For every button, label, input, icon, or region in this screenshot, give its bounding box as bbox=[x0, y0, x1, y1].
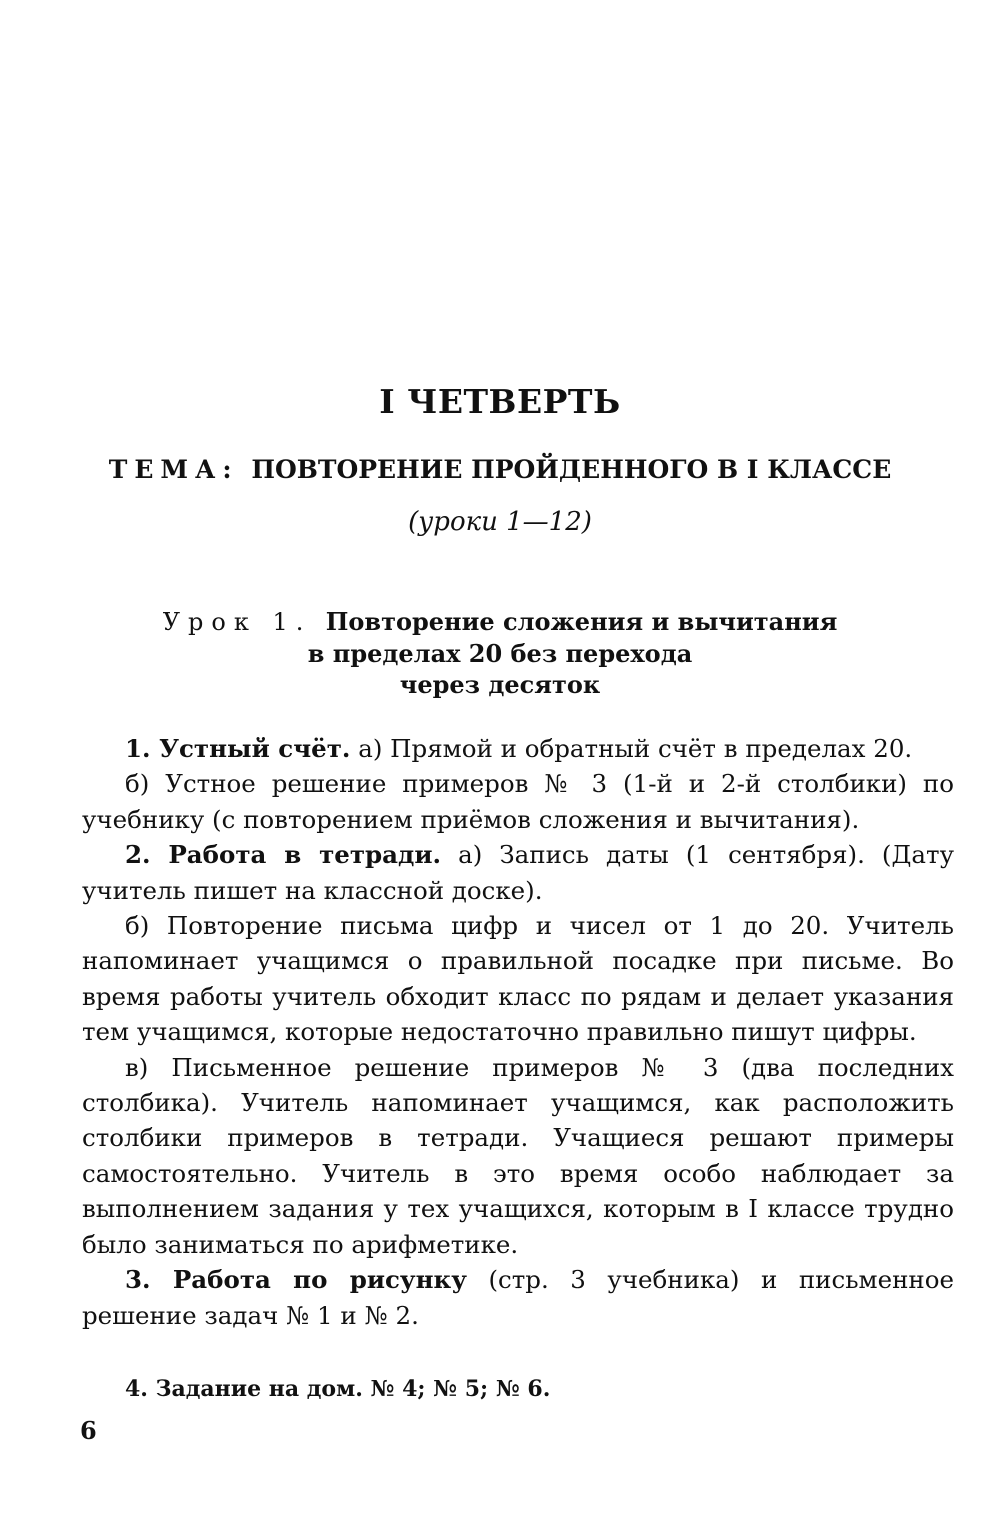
lesson-label: Урок 1. bbox=[162, 608, 312, 636]
paragraph bbox=[82, 1050, 954, 1262]
page-number: 6 bbox=[80, 1416, 97, 1445]
paragraph-heading: 2. Работа в тетради. bbox=[125, 840, 442, 870]
lesson-body bbox=[82, 731, 954, 1333]
paragraph-text: а) Прямой и обратный счёт в пределах 20. bbox=[350, 734, 913, 763]
paragraph bbox=[82, 766, 954, 837]
theme-heading bbox=[0, 455, 1000, 484]
lesson-title-line-2: в пределах 20 без перехода bbox=[307, 639, 693, 668]
paragraph-text: б) Устное решение примеров № 3 (1-й и 2-й столбики) по учебнику (с повторением приёмов сложения и вычитания). bbox=[82, 769, 954, 834]
paragraph-text: а) Запись даты (1 сентября). (Дату учитель пишет на классной доске). bbox=[82, 840, 954, 905]
paragraph-text: (стр. 3 учебника) и письменное решение задач № 1 и № 2. bbox=[82, 1265, 955, 1330]
lesson-title-line-3: через десяток bbox=[399, 670, 601, 699]
paragraph bbox=[82, 731, 954, 766]
paragraph-heading: 1. Устный счёт. bbox=[125, 734, 351, 763]
lesson-title-line-1 bbox=[0, 606, 1000, 638]
paragraph bbox=[82, 908, 954, 1050]
paragraph bbox=[82, 1262, 954, 1333]
paragraph-heading: 3. Работа по рисунку bbox=[125, 1265, 467, 1295]
theme-label: ТЕМА: bbox=[108, 455, 239, 484]
lesson-heading bbox=[0, 606, 1000, 700]
theme-title: ПОВТОРЕНИЕ ПРОЙДЕННОГО В I КЛАССЕ bbox=[251, 455, 892, 484]
paragraph-text: в) Письменное решение примеров № 3 (два последних столбика). Учитель напоминает учащимся, как расположить столбики примеров в тетради. Учащиеся решают примеры самостоятельно. Учитель в это время особо наблюдает за выполнением задания у тех учащихся, которым в I классе трудно было заниматься по арифметике. bbox=[82, 1052, 954, 1259]
quarter-title: I ЧЕТВЕРТЬ bbox=[379, 382, 621, 421]
paragraph-text: б) Повторение письма цифр и чисел от 1 до 20. Учитель напоминает учащимся о правильной посадке при письме. Во время работы учитель обходит класс по рядам и делает указания тем учащимся, которые недостаточно правильно пишут цифры. bbox=[82, 911, 954, 1047]
lesson-title-text: Повторение сложения и вычитания bbox=[325, 607, 838, 636]
homework-assignment: 4. Задание на дом. № 4; № 5; № 6. bbox=[125, 1376, 551, 1402]
paragraph bbox=[82, 837, 954, 908]
lessons-range: (уроки 1—12) bbox=[408, 507, 592, 537]
